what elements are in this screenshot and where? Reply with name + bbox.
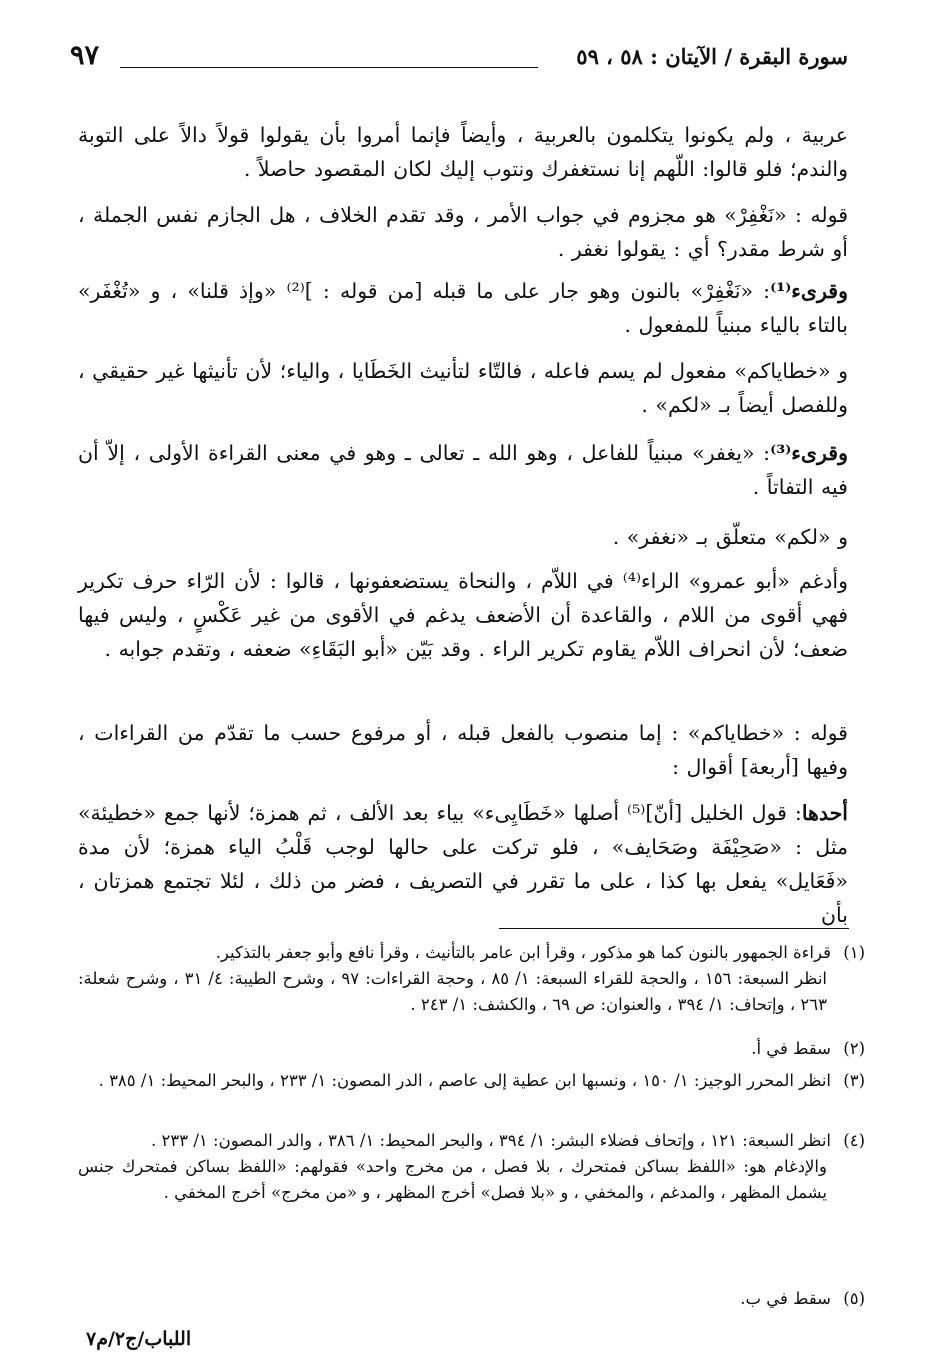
footnote: (٤)انظر السبعة: ١٢١ ، وإتحاف فضلاء البشر: ١/ ٣٩٤ ، والبحر المحيط: ١/ ٣٨٦ ، والدر المصون: ١/ ٢٣٣ . والإدغام هو: «اللفظ بساكن فمتحرك ، بلا فصل ، من مخرج واحد» فقولهم: «اللفظ بساكن فمتحرك جنس يشمل المظهر ، والمدغم ، والمخفي ، و «بلا فصل» أخرج المظهر ، و «من مخرج» أخرج المخفي . <box>78 1131 865 1202</box>
header-rule <box>120 67 538 68</box>
paragraph: وأدغم «أبو عمرو» الراء⁽⁴⁾ في اللاّم ، والنحاة يستضعفونها ، قالوا : لأن الرّاء حرف تكرير فهي أقوى من اللام ، والقاعدة أن الأضعف يدغم في الأقوى من غير عَكْسٍ ، وليس فيها ضعف؛ لأن انحراف اللاّم يقاوم تكرير الراء . وقد بَيّن «أبو البَقَاءِ» ضعفه ، وتقدم جوابه . <box>78 569 848 661</box>
paragraph: وقرىء⁽³⁾: «يغفر» مبنياً للفاعل ، وهو الله ـ تعالى ـ وهو في معنى القراءة الأولى ، إلاّ أن فيه التفاتاً . <box>78 441 848 499</box>
footnote: (١)قراءة الجمهور بالنون كما هو مذكور ، وقرأ ابن عامر بالتأنيث ، وقرأ نافع وأبو جعفر بالتذكير. انظر السبعة: ١٥٦ ، والحجة للقراء السبعة: ١/ ٨٥ ، وحجة القراءات: ٩٧ ، وشرح الطيبة: ٤/ ٣١ ، وشرح شعلة: ٢٦٣ ، وإتحاف: ١/ ٣٩٤ ، والعنوان: ص ٦٩ ، والكشف: ١/ ٢٤٣ . <box>78 943 865 1014</box>
paragraph: وقرىء⁽¹⁾: «نَغْفِرْ» بالنون وهو جار على ما قبله [من قوله : ]⁽²⁾ «وإذ قلنا» ، و «تُغْفَر» بالتاء بالياء مبنياً للمفعول . <box>78 279 848 337</box>
paragraph: و «خطاياكم» مفعول لم يسم فاعله ، فالتّاء لتأنيث الخَطَايا ، والياء؛ لأن تأنيثها غير حقيقي ، وللفصل أيضاً بـ «لكم» . <box>78 359 848 417</box>
running-header <box>70 40 848 80</box>
paragraph: و «لكم» متعلّق بـ «نغفر» . <box>612 525 848 549</box>
paragraph: عربية ، ولم يكونوا يتكلمون بالعربية ، وأيضاً فإنما أمروا بأن يقولوا قولاً دالاً على التوبة والندم؛ فلو قالوا: اللّهم إنا نستغفرك ونتوب إليك لكان المقصود حاصلاً . <box>78 123 848 181</box>
header-title: سورة البقرة / الآيتان : ٥٨ ، ٥٩ <box>576 44 848 69</box>
footnote-separator <box>499 928 849 929</box>
paragraph: قوله : «نَغْفِرْ» هو مجزوم في جواب الأمر ، وقد تقدم الخلاف ، هل الجازم نفس الجملة ، أو شرط مقدر؟ أي : يقولوا نغفر . <box>78 203 848 261</box>
footnote: (٥)سقط في ب. <box>740 1289 865 1308</box>
footnote: (٢)سقط في أ. <box>751 1039 865 1058</box>
paragraph: قوله : «خطاياكم» : إما منصوب بالفعل قبله ، أو مرفوع حسب ما تقدّم من القراءات ، وفيها [أربعة] أقوال : <box>78 721 848 779</box>
page-number: ٩٧ <box>70 40 100 71</box>
paragraph: أحدها: قول الخليل [أنّ]⁽⁵⁾ أصلها «خَطَايِىء» بياء بعد الألف ، ثم همزة؛ لأنها جمع «خطيئة» مثل : «صَحِيْفَة وصَحَايف» ، فلو تركت على حالها لوجب قَلْبُ الياء همزة؛ لأن مدة «فَعَايل» يفعل بها كذا ، على ما تقرر في التصريف ، فضر من ذلك ، لئلا تجتمع همزتان ، بأن <box>78 801 848 927</box>
footnote: (٣)انظر المحرر الوجيز: ١/ ١٥٠ ، ونسبها ابن عطية إلى عاصم ، الدر المصون: ١/ ٢٣٣ ، والبحر المحيط: ١/ ٣٨٥ . <box>98 1071 865 1090</box>
signature-mark: اللباب/ج٢/م٧ <box>86 1328 192 1350</box>
